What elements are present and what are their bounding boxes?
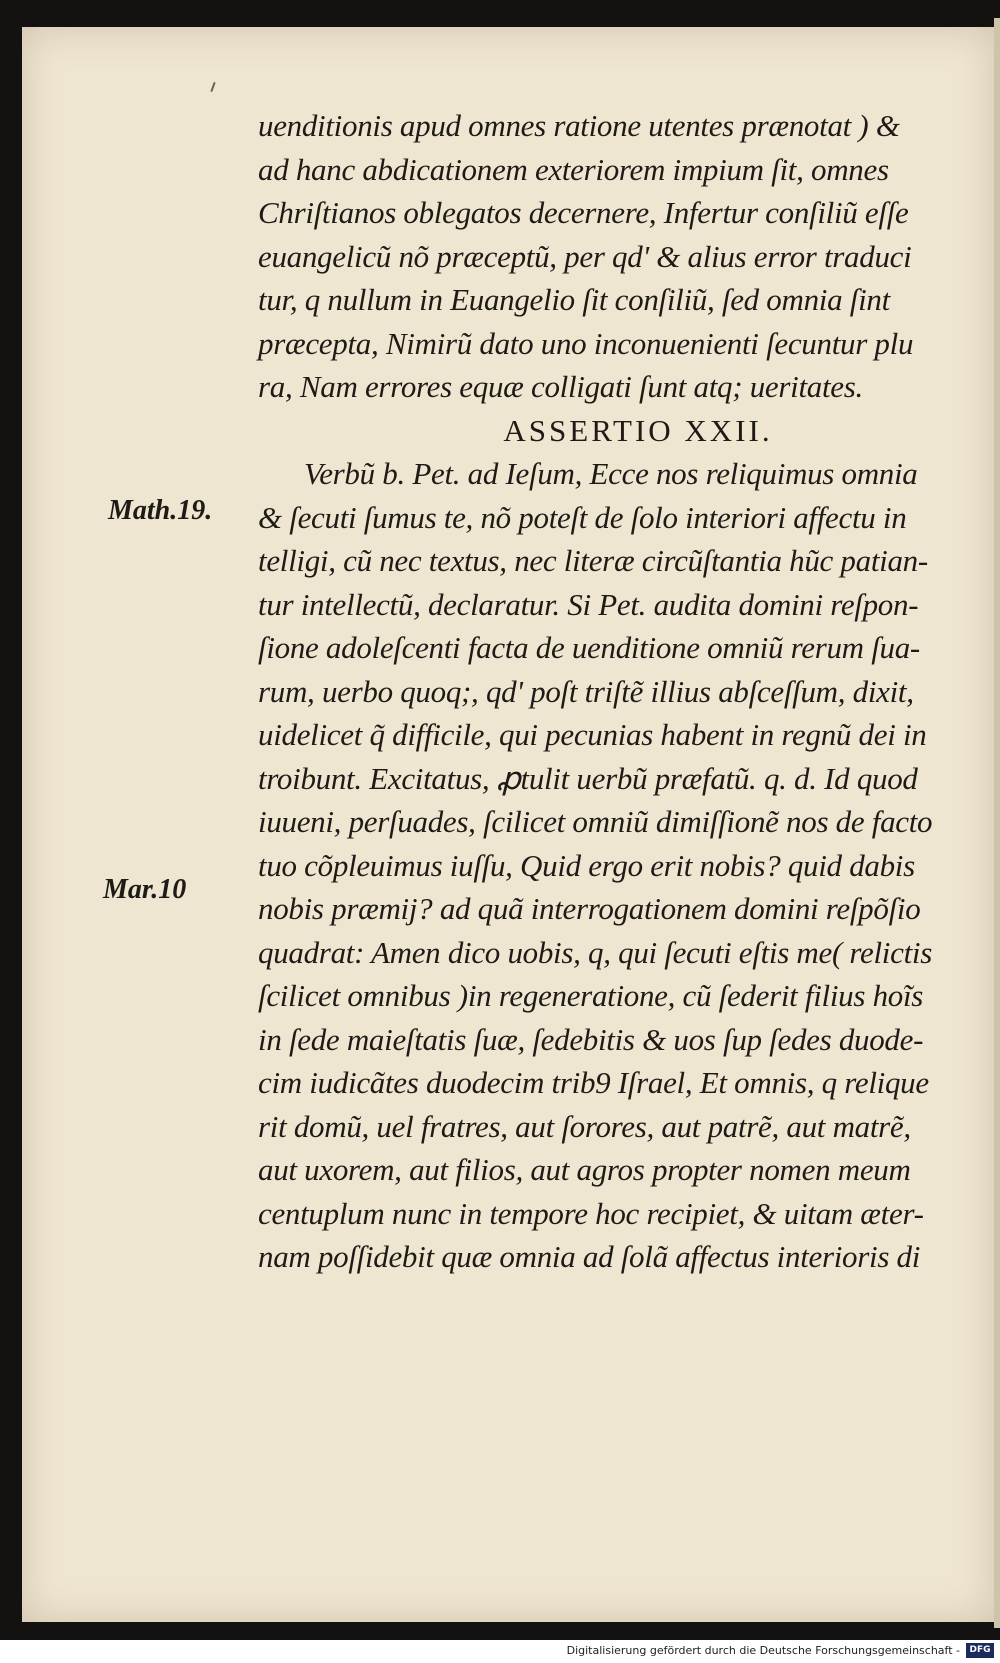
- text-line: uenditionis apud omnes ratione utentes prænotat ) &: [258, 108, 900, 143]
- text-line: uidelicet q̃ difficile, qui pecunias habent in regnũ dei in: [258, 717, 927, 752]
- main-text: [258, 104, 958, 1279]
- text-line: ra, Nam errores equæ colligati ſunt atq; ueritates.: [258, 369, 863, 404]
- text-line: centuplum nunc in tempore hoc recipiet, & uitam æter-: [258, 1195, 924, 1231]
- text-line: nobis præmij? ad quã interrogationem domini reſpõſio: [258, 891, 921, 926]
- text-line: rum, uerbo quoq;, qd' poſt triſtẽ illius abſceſſum, dixit,: [258, 673, 914, 709]
- page-edge: [994, 18, 1000, 1628]
- section-heading: ASSERTIO XXII.: [503, 412, 773, 448]
- margin-note-math: Math.19.: [108, 495, 213, 526]
- text-line: ad hanc abdicationem exteriorem impium ſit, omnes: [258, 151, 889, 187]
- footer-credit: Digitalisierung gefördert durch die Deutsche Forschungsgemeinschaft -: [566, 1644, 960, 1657]
- footer-bar: [0, 1640, 1000, 1663]
- text-line: tuo cõpleuimus iuſſu, Quid ergo erit nobis? quid dabis: [258, 847, 915, 883]
- margin-note-mar: Mar.10: [103, 874, 187, 905]
- text-line: quadrat: Amen dico uobis, q, qui ſecuti eſtis me( relictis: [258, 934, 932, 970]
- text-line: rit domũ, uel fratres, aut ſorores, aut patrẽ, aut matrẽ,: [258, 1108, 911, 1144]
- text-line: tur intellectũ, declaratur. Si Pet. audita domini reſpon-: [258, 586, 919, 622]
- text-line: troibunt. Excitatus, ꝓtulit uerbũ præfatũ. q. d. Id quod: [258, 760, 918, 796]
- text-line: euangelicũ nõ præceptũ, per qd' & alius error traduci: [258, 238, 912, 274]
- text-line: & ſecuti ſumus te, nõ poteſt de ſolo interiori affectu in: [258, 499, 907, 535]
- text-line: præcepta, Nimirũ dato uno inconuenienti ſecuntur plu: [258, 325, 914, 361]
- text-line: Verbũ b. Pet. ad Ieſum, Ecce nos reliquimus omnia: [304, 456, 918, 491]
- text-line: nam poſſidebit quæ omnia ad ſolã affectus interioris di: [258, 1239, 921, 1274]
- text-line: telligi, cũ nec textus, nec literæ circũſtantia hũc patian-: [258, 543, 928, 578]
- text-line: iuueni, perſuades, ſcilicet omniũ dimiſſionẽ nos de facto: [258, 804, 933, 839]
- text-line: Chriſtianos oblegatos decernere, Infertur conſiliũ eſſe: [258, 195, 909, 230]
- text-line: ſione adoleſcenti facta de uenditione omniũ rerum ſua-: [258, 630, 920, 665]
- text-line: aut uxorem, aut filios, aut agros propter nomen meum: [258, 1152, 911, 1187]
- text-line: tur, q nullum in Euangelio ſit conſiliũ, ſed omnia ſint: [258, 282, 890, 317]
- dfg-logo-icon: DFG: [966, 1643, 994, 1658]
- text-line: cim iudicãtes duodecim trib9 Iſrael, Et omnis, q relique: [258, 1065, 929, 1100]
- text-line: in ſede maieſtatis ſuæ, ſedebitis & uos ſup ſedes duode-: [258, 1021, 924, 1057]
- text-line: ſcilicet omnibus )in regeneratione, cũ ſederit filius hoĩs: [258, 978, 924, 1013]
